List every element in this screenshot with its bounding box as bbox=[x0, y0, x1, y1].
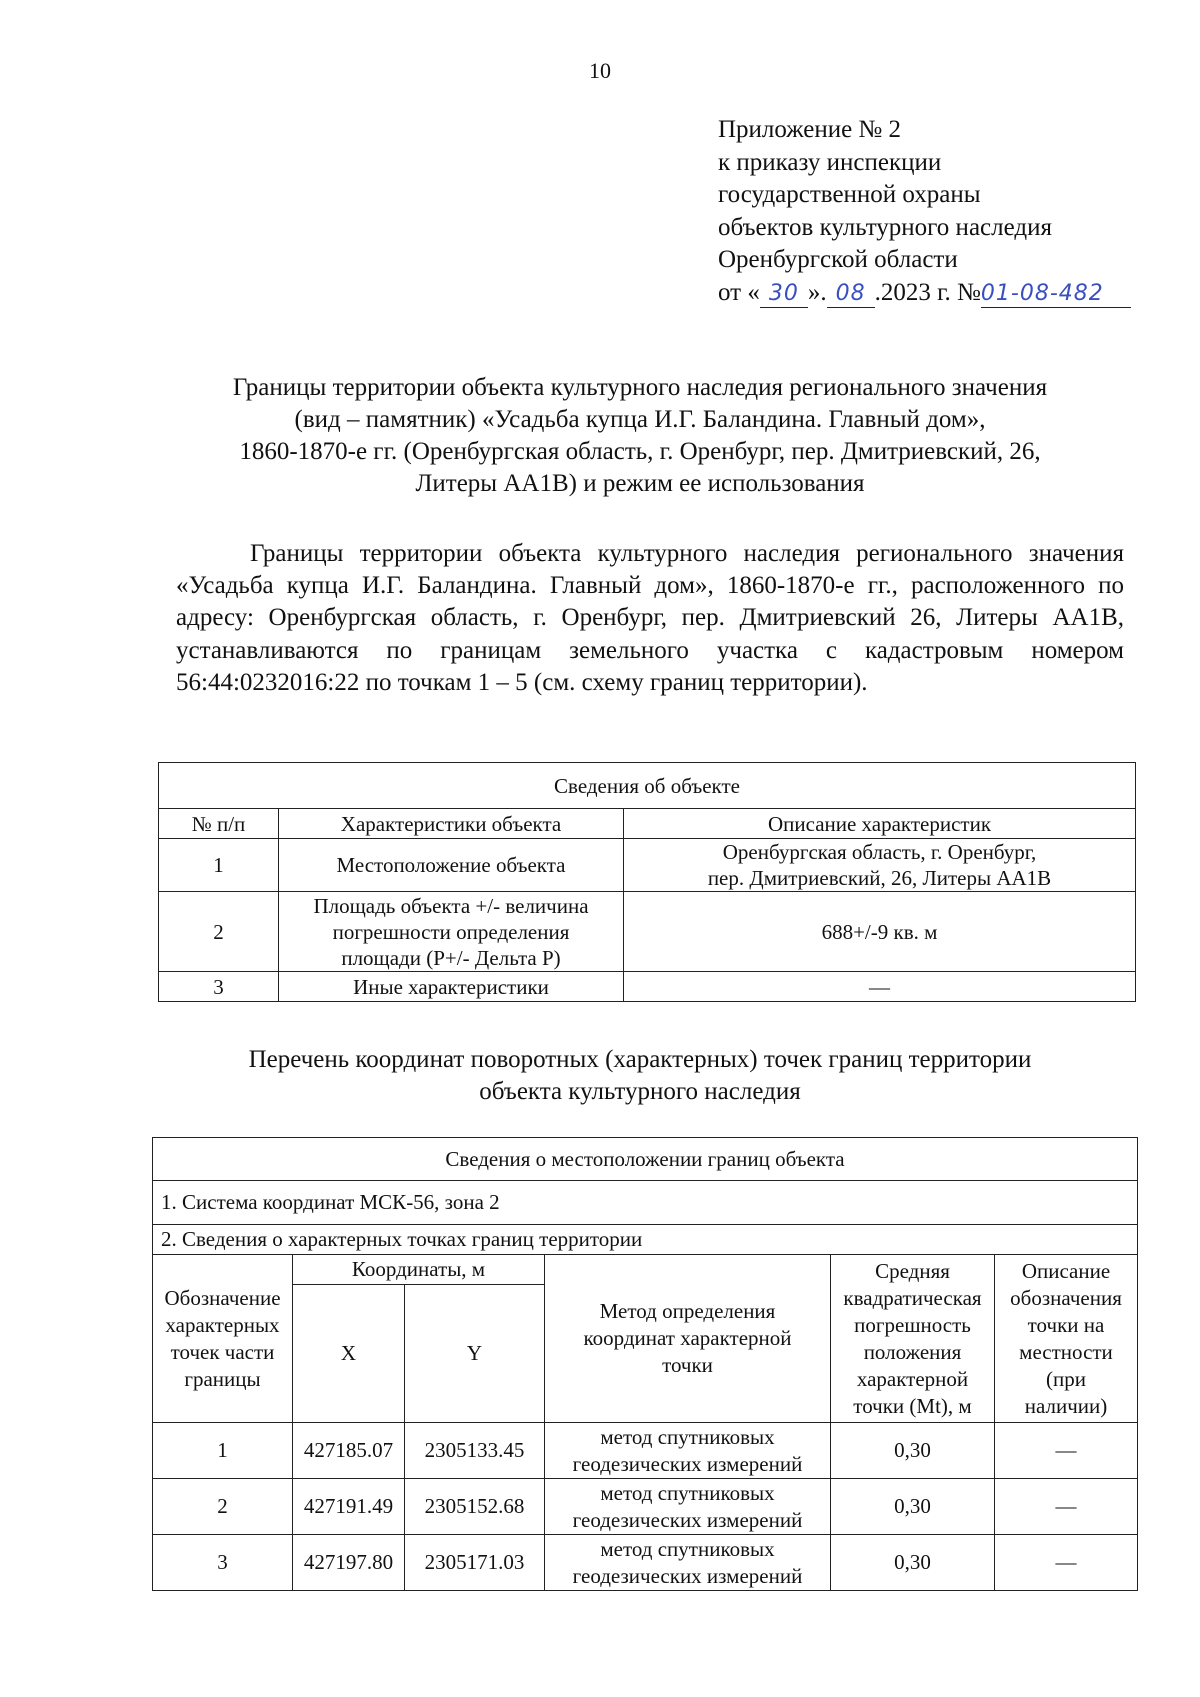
table-row bbox=[153, 1423, 1138, 1479]
method bbox=[545, 1423, 831, 1479]
info-table-caption: Сведения об объекте bbox=[159, 763, 1136, 809]
row-num: 3 bbox=[159, 972, 279, 1002]
table-row bbox=[159, 972, 1136, 1002]
appendix-line: Приложение № 2 bbox=[718, 116, 902, 143]
desc-line: пер. Дмитриевский, 26, Литеры АА1В bbox=[707, 866, 1052, 890]
coords-title bbox=[160, 1044, 1120, 1108]
point-number: 2 bbox=[153, 1479, 293, 1535]
table-row bbox=[159, 839, 1136, 892]
coordinate-system: 1. Система координат МСК-56, зона 2 bbox=[153, 1181, 1138, 1225]
header-method bbox=[545, 1255, 831, 1423]
header-line: квадратическая bbox=[843, 1285, 982, 1310]
header-line: точки bbox=[662, 1353, 713, 1377]
info-header-description: Описание характеристик bbox=[624, 809, 1136, 839]
coords-title-line: Перечень координат поворотных (характерных) точек границ территории bbox=[248, 1046, 1032, 1073]
error: 0,30 bbox=[831, 1535, 995, 1591]
title-line: 1860-1870-е гг. (Оренбургская область, г. Оренбург, пер. Дмитриевский, 26, bbox=[239, 438, 1041, 465]
appendix-line: объектов культурного наследия bbox=[718, 213, 1052, 241]
row-characteristic bbox=[279, 892, 624, 972]
method-line: геодезических измерений bbox=[572, 1507, 803, 1532]
header-line: обозначения bbox=[1010, 1285, 1122, 1310]
header-line: характерных bbox=[165, 1312, 280, 1337]
header-line: Средняя bbox=[875, 1258, 950, 1283]
header-line: точек части bbox=[170, 1339, 275, 1364]
coord-x: 427197.80 bbox=[293, 1535, 405, 1591]
title-line: Границы территории объекта культурного наследия регионального значения bbox=[232, 374, 1048, 401]
document-title bbox=[160, 372, 1120, 500]
method-line: метод спутниковых bbox=[600, 1424, 775, 1449]
coord-y: 2305152.68 bbox=[405, 1479, 545, 1535]
header-point-description bbox=[995, 1255, 1138, 1423]
date-suffix: .2023 г. № bbox=[874, 278, 981, 306]
point-number: 3 bbox=[153, 1535, 293, 1591]
coordinates-table bbox=[152, 1137, 1138, 1591]
method bbox=[545, 1479, 831, 1535]
header-line: погрешность bbox=[854, 1312, 971, 1337]
coords-title-line: объекта культурного наследия bbox=[479, 1078, 801, 1105]
row-num: 1 bbox=[159, 839, 279, 892]
header-line: характерной bbox=[856, 1366, 969, 1391]
coords-table-caption: Сведения о местоположении границ объекта bbox=[153, 1138, 1138, 1181]
header-line: координат характерной bbox=[583, 1326, 792, 1350]
row-description: 688+/-9 кв. м bbox=[624, 892, 1136, 972]
table-row bbox=[159, 892, 1136, 972]
handwritten-month: 08 bbox=[827, 281, 875, 308]
coord-x: 427185.07 bbox=[293, 1423, 405, 1479]
header-x: X bbox=[293, 1285, 405, 1423]
date-prefix: от « bbox=[718, 278, 760, 306]
name-line: погрешности определения bbox=[332, 919, 570, 944]
header-error bbox=[831, 1255, 995, 1423]
error: 0,30 bbox=[831, 1479, 995, 1535]
appendix-block bbox=[718, 114, 1178, 309]
error: 0,30 bbox=[831, 1423, 995, 1479]
name-line: Площадь объекта +/- величина bbox=[313, 893, 589, 918]
object-info-table bbox=[158, 762, 1136, 1002]
header-line: Описание bbox=[1021, 1258, 1111, 1283]
title-line: Литеры АА1В) и режим ее использования bbox=[415, 470, 865, 497]
info-header-num: № п/п bbox=[159, 809, 279, 839]
header-line: Метод определения bbox=[599, 1299, 776, 1323]
coord-y: 2305133.45 bbox=[405, 1423, 545, 1479]
point-description: — bbox=[995, 1479, 1138, 1535]
method-line: геодезических измерений bbox=[572, 1563, 803, 1588]
coord-y: 2305171.03 bbox=[405, 1535, 545, 1591]
date-mid: ». bbox=[807, 278, 827, 306]
title-line: (вид – памятник) «Усадьба купца И.Г. Баландина. Главный дом», bbox=[294, 406, 986, 433]
header-line: местности bbox=[1019, 1339, 1113, 1364]
appendix-line: Оренбургской области bbox=[718, 246, 958, 273]
method-line: метод спутниковых bbox=[600, 1536, 775, 1561]
row-characteristic: Иные характеристики bbox=[279, 972, 624, 1002]
appendix-date-line bbox=[718, 277, 1178, 310]
method bbox=[545, 1535, 831, 1591]
point-description: — bbox=[995, 1423, 1138, 1479]
desc-line: Оренбургская область, г. Оренбург, bbox=[722, 840, 1037, 864]
method-line: метод спутниковых bbox=[600, 1480, 775, 1505]
page-number: 10 bbox=[589, 58, 611, 83]
header-line: (при bbox=[1046, 1366, 1086, 1391]
appendix-line: государственной охраны bbox=[718, 181, 981, 208]
header-line: наличии) bbox=[1024, 1393, 1108, 1418]
point-number: 1 bbox=[153, 1423, 293, 1479]
header-line: Обозначение bbox=[164, 1285, 281, 1310]
coord-x: 427191.49 bbox=[293, 1479, 405, 1535]
info-header-characteristic: Характеристики объекта bbox=[279, 809, 624, 839]
method-line: геодезических измерений bbox=[572, 1451, 803, 1476]
header-y: Y bbox=[405, 1285, 545, 1423]
row-description: — bbox=[624, 972, 1136, 1002]
appendix-line: к приказу инспекции bbox=[718, 148, 942, 176]
row-characteristic: Местоположение объекта bbox=[279, 839, 624, 892]
header-line: точки (Mt), м bbox=[853, 1393, 972, 1418]
points-caption: 2. Сведения о характерных точках границ территории bbox=[153, 1225, 1138, 1255]
row-num: 2 bbox=[159, 892, 279, 972]
row-description bbox=[624, 839, 1136, 892]
header-point-designation bbox=[153, 1255, 293, 1423]
table-row bbox=[153, 1479, 1138, 1535]
header-line: границы bbox=[184, 1366, 261, 1391]
body-paragraph: Границы территории объекта культурного наследия регионального значения «Усадьба купца И.Г. Баландина. Главный дом», 1860-1870-е гг., расположенного по адресу: Оренбургская область, г. Оренбург, пер. Дмитриевский 26, Литеры АА1В, устанавливаются по границам земельного участка с кадастровым номером 56:44:0232016:22 по точкам 1 – 5 (см. схему границ территории). bbox=[176, 540, 1124, 696]
header-line: положения bbox=[863, 1339, 962, 1364]
header-coordinates: Координаты, м bbox=[293, 1255, 545, 1285]
header-line: точки на bbox=[1027, 1312, 1105, 1337]
name-line: площади (P+/- Дельта P) bbox=[341, 945, 561, 970]
table-row bbox=[153, 1535, 1138, 1591]
point-description: — bbox=[995, 1535, 1138, 1591]
handwritten-order-number: 01-08-482 bbox=[981, 281, 1131, 308]
handwritten-day: 30 bbox=[760, 281, 808, 308]
